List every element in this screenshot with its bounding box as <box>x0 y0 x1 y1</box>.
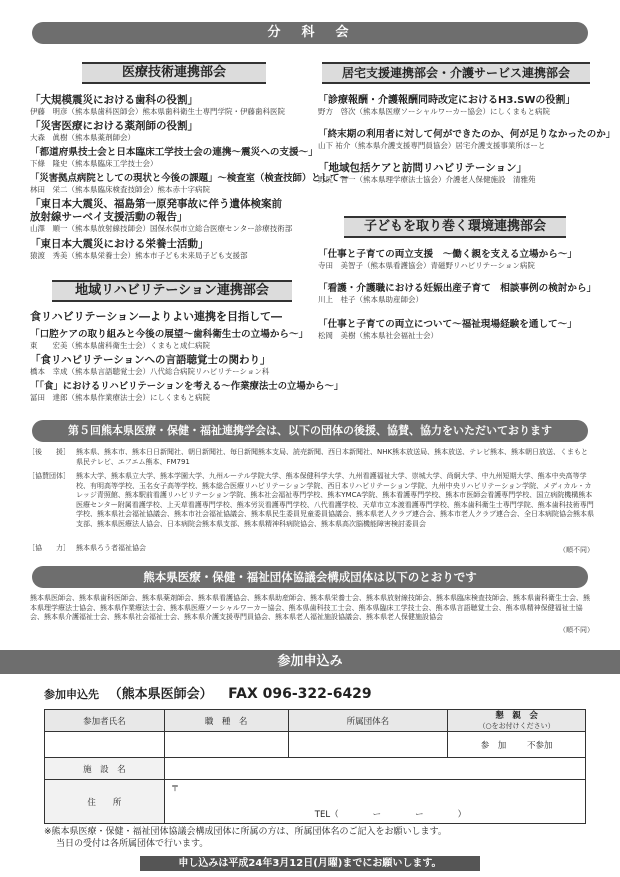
item-title: 「都道府県技士会と日本臨床工学技士会の連携〜震災への支援〜」 <box>30 147 318 158</box>
job-field[interactable] <box>164 732 288 758</box>
kyousan-row <box>28 472 594 540</box>
lead-title: 食リハビリテーション―よりよい連携を目指して― <box>30 310 283 323</box>
item-title: 「診療報酬・介護報酬同時改定におけるH3.SWの役割」 <box>318 95 576 106</box>
facility-label: 施 設 名 <box>45 758 165 780</box>
item-author: 橋本 幸成（熊本県言語聴覚士会）八代総合病院リハビリテーション科 <box>30 367 270 376</box>
order-note: （順不同） <box>559 546 594 554</box>
note-line1: ※熊本県医療・保健・福祉団体協議会構成団体に所属の方は、所属団体名のご記入をお願いします。 <box>44 827 447 837</box>
section-heading-iryo-gijutsu: 医療技術連携部会 <box>82 62 266 84</box>
item-title: 「仕事と子育ての両立支援 〜働く親を支える立場から〜」 <box>318 249 578 260</box>
left-column <box>30 58 349 408</box>
item-author: 山澤 順一（熊本県放射線技師会）国保水俣市立総合医療センター診療技術部 <box>30 224 293 233</box>
apply-to-label: 参加申込先 <box>44 688 99 701</box>
order-note: （順不同） <box>559 626 594 634</box>
item-author: 下條 隆史（熊本県臨床工学技士会） <box>30 159 158 168</box>
list-item <box>318 282 597 305</box>
note-line2: 当日の受付は各所属団体で行います。 <box>56 839 209 849</box>
council-text: 熊本県医師会、熊本県歯科医師会、熊本県薬剤師会、熊本県看護協会、熊本県助産師会、熊本県栄養士会、熊本県放射線技師会、熊本県臨床検査技師会、熊本県歯科衛生士会、熊本県理学療法士協会、熊本県作業療法士会、熊本県医療ソーシャルワーカー協会、熊本県歯科技工士会、熊本県臨床工学技士会、熊本県言語聴覚士会、熊本県精神保健福祉士協会、熊本県介護福祉士会、熊本県社会福祉士会、熊本県介護支援専門員協会、熊本県老人福祉施設協議会、熊本県老人保健施設協会 <box>30 594 590 621</box>
item-author: 林田 栄二（熊本県臨床検査技師会）熊本赤十字病院 <box>30 185 210 194</box>
item-title: 「災害医療における薬剤師の役割」 <box>30 120 198 132</box>
list-item <box>30 328 309 351</box>
party-yes[interactable]: 参 加 <box>480 740 507 751</box>
facility-field[interactable] <box>164 758 585 780</box>
tel-label: TEL（ ー ー ） <box>314 810 467 820</box>
list-item <box>30 238 302 261</box>
list-item <box>30 94 302 117</box>
col-party-sub: （○をお付けください） <box>478 721 555 730</box>
council-list <box>28 594 594 634</box>
item-title: 「東日本大震災、福島第一原発事故に伴う遺体検案前 <box>30 198 282 210</box>
kyouryoku-row <box>28 544 594 556</box>
support-banner: 第５回熊本県医療・保健・福祉連携学会は、以下の団体の後援、協賛、協力をいただいております <box>32 420 588 442</box>
application-form <box>44 709 586 824</box>
org-field[interactable] <box>288 732 448 758</box>
kyouryoku-label: ［協 力］ <box>28 544 70 552</box>
kyousan-label: ［協賛団体］ <box>28 472 70 480</box>
section-heading-kodomo: 子どもを取り巻く環境連携部会 <box>344 216 566 238</box>
kouen-row <box>28 448 594 468</box>
council-banner: 熊本県医療・保健・福祉団体協議会構成団体は以下のとおりです <box>32 566 588 588</box>
col-org: 所属団体名 <box>288 710 448 732</box>
bunka-banner: 分 科 会 <box>32 22 588 44</box>
address-field[interactable] <box>164 780 585 824</box>
list-item <box>30 120 302 143</box>
item-author: 東 宏美（熊本県歯科衛生士会）くまもと成仁病院 <box>30 341 210 350</box>
item-title: 「終末期の利用者に対して何ができたのか、何が足りなかったのか」 <box>318 129 616 140</box>
item-title: 「東日本大震災における栄養士活動」 <box>30 238 209 250</box>
list-item <box>30 380 344 403</box>
section-heading-kyotaku: 居宅支援連携部会・介護サービス連携部会 <box>322 62 590 84</box>
col-party <box>448 710 586 732</box>
apply-to <box>44 683 604 703</box>
kouen-text: 熊本県、熊本市、熊本日日新聞社、朝日新聞社、毎日新聞熊本支局、読売新聞、西日本新聞社、NHK熊本放送局、熊本放送、テレビ熊本、熊本朝日放送、くまもと県民テレビ、エフエム熊本、FM791 <box>76 448 588 466</box>
apply-to-org: （熊本県医師会） <box>108 687 213 702</box>
item-author: 伊藤 明彦（熊本県歯科医師会）熊本県歯科衛生士専門学院・伊藤歯科医院 <box>30 107 285 116</box>
postal-mark: 〒 <box>170 784 180 794</box>
item-author: 山下 祐介（熊本県介護支援専門員協会）居宅介護支援事業所ほーと <box>318 141 546 150</box>
item-author: 野尻 晋一（熊本県理学療法士協会）介護老人保健施設 清雅苑 <box>318 175 536 184</box>
item-title: 「「食」におけるリハビリテーションを考える〜作業療法士の立場から〜」 <box>30 381 344 392</box>
col-name: 参加者氏名 <box>45 710 165 732</box>
list-item <box>30 172 349 195</box>
right-column <box>318 58 616 358</box>
item-author: 冨田 達郎（熊本県作業療法士会）にしくまもと病院 <box>30 393 210 402</box>
item-author: 野方 啓次（熊本県医療ソーシャルワーカー協会）にしくまもと病院 <box>318 107 551 116</box>
item-author: 松岡 美樹（熊本県社会福祉士会） <box>318 331 438 340</box>
col-party-title: 懇 親 会 <box>495 710 538 721</box>
deadline-bar: 申し込みは平成24年3月12日(月曜)までにお願いします。 <box>140 856 480 871</box>
kyousan-text: 熊本大学、熊本県立大学、熊本学園大学、九州ルーテル学院大学、熊本保健科学大学、九州看護福祉大学、崇城大学、尚絅大学、中九州短期大学、熊本中央高等学校、有明高等学校、玉名女子高等学校、熊本総合医療リハビリテーション学院、西日本リハビリテーション学院、九州中央リハビリテーション学院、メディカル・カレッジ青照館、熊本駅前看護リハビリテーション学院、熊本社会福祉専門学校、熊本YMCA学院、熊本看護専門学校、熊本市医師会看護専門学校、国立病院機構熊本医療センター附属看護学校、上天草看護専門学校、熊本労災看護専門学校、八代看護学校、天草市立本渡看護専門学校、熊本歯科衛生士専門学院、熊本歯科技術専門学校、熊本県社会福祉協議会、熊本市社会福祉協議会、熊本県民生委員児童委員協議会、熊本県老人クラブ連合会、熊本市老人クラブ連合会、全日本病院協会熊本県支部、熊本県医療法人協会、日本病院会熊本県支部、熊本県精神科病院協会、熊本県高次脳機能障害検討委員会 <box>76 472 594 528</box>
item-author: 大森 眞樹（熊本県薬剤師会） <box>30 133 135 142</box>
section-heading-chiiki-reha: 地域リハビリテーション連携部会 <box>52 280 292 302</box>
notes <box>44 826 604 852</box>
item-title: 「仕事と子育ての両立について〜福祉現場経験を通して〜」 <box>318 319 577 330</box>
apply-banner: 参加申込み <box>0 650 620 674</box>
apply-fax: FAX 096-322-6429 <box>228 686 372 702</box>
list-item <box>318 248 593 271</box>
item-title-line2: 放射線サーベイ支援活動の報告」 <box>30 211 188 223</box>
list-item <box>30 198 302 234</box>
item-title: 「大規模震災における歯科の役割」 <box>30 94 198 106</box>
party-choice[interactable] <box>448 732 586 758</box>
group-lead <box>30 310 302 323</box>
list-item <box>30 146 318 169</box>
col-job: 職 種 名 <box>164 710 288 732</box>
name-field[interactable] <box>45 732 165 758</box>
item-title: 「食リハビリテーションへの言語聴覚士の関わり」 <box>30 354 271 366</box>
support-list <box>28 448 594 560</box>
list-item <box>318 162 593 185</box>
list-item <box>318 128 616 151</box>
item-author: 猿渡 秀美（熊本県栄養士会）熊本市子ども未来局子ども支援部 <box>30 251 248 260</box>
list-item <box>318 94 593 117</box>
item-author: 川上 桂子（熊本県助産師会） <box>318 295 423 304</box>
kyouryoku-text: 熊本県ろう者福祉協会 <box>76 544 146 552</box>
item-author: 寺田 美智子（熊本県看護協会）青磁野リハビリテーション病院 <box>318 261 535 270</box>
list-item <box>318 318 593 341</box>
kouen-label: ［後 援］ <box>28 448 70 456</box>
item-title: 「看護・介護職における妊娠出産子育て 相談事例の検討から」 <box>318 283 597 294</box>
item-title: 「口腔ケアの取り組みと今後の展望〜歯科衛生士の立場から〜」 <box>30 329 309 340</box>
party-no[interactable]: 不参加 <box>526 740 553 751</box>
address-label: 住 所 <box>45 780 165 824</box>
item-title: 「地域包括ケアと訪問リハビリテーション」 <box>318 162 528 174</box>
item-title: 「災害拠点病院としての現状と今後の課題」〜検査室（検査技師）として〜 <box>30 173 349 184</box>
list-item <box>30 354 302 377</box>
